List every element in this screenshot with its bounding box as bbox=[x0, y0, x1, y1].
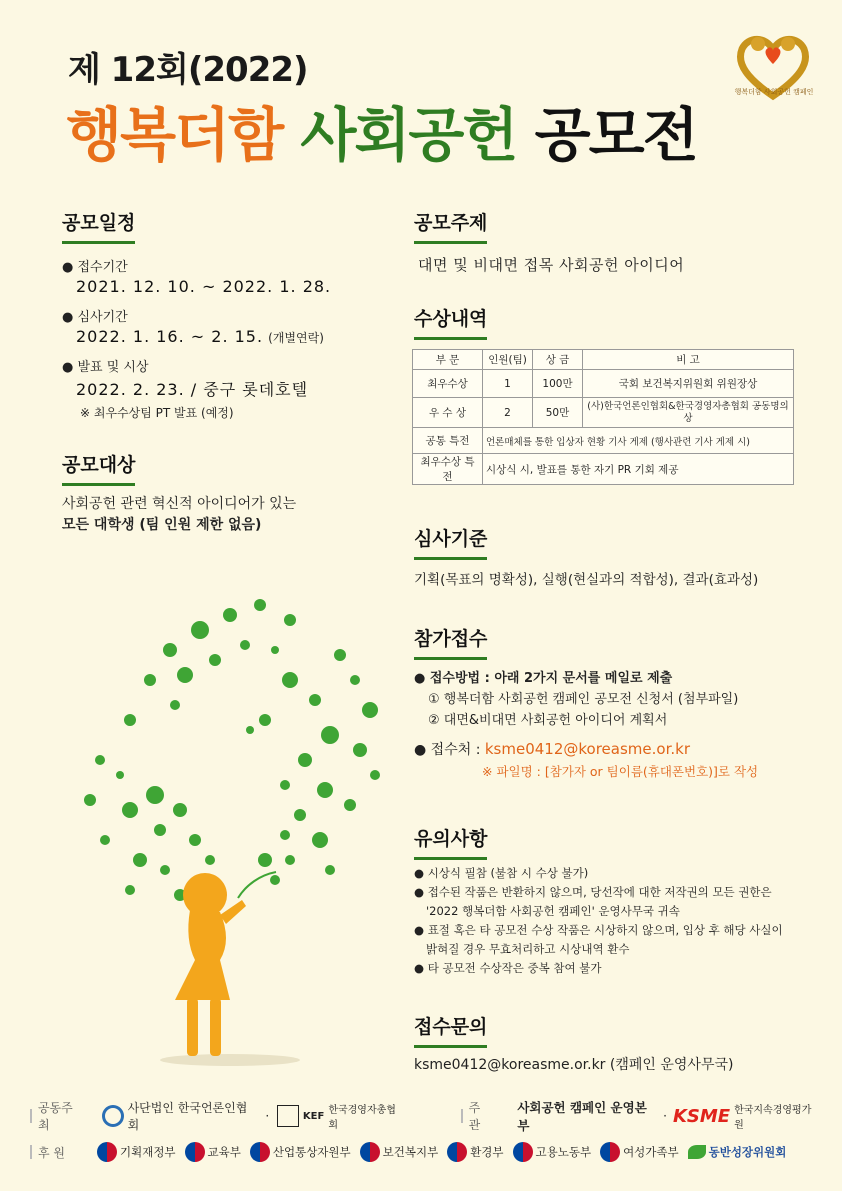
government-emblem-icon bbox=[513, 1142, 533, 1162]
notes-heading: 유의사항 bbox=[414, 824, 487, 860]
kef-abbr: KEF bbox=[302, 1110, 325, 1122]
co-host-2: 한국경영자총협회 bbox=[328, 1105, 396, 1131]
government-emblem-icon bbox=[600, 1142, 620, 1162]
schedule-item-label: ● 발표 및 시상 bbox=[62, 360, 149, 375]
divider bbox=[30, 1145, 32, 1159]
government-emblem-icon bbox=[250, 1142, 270, 1162]
logo-caption: 행복더함 사회공헌 캠페인 bbox=[734, 88, 814, 96]
divider bbox=[461, 1109, 463, 1123]
sponsor-item: 동반성장위원회 bbox=[688, 1144, 787, 1160]
document-item: ① 행복더함 사회공헌 캠페인 공모전 신청서 (첨부파일) bbox=[428, 692, 739, 707]
sponsor-item: 산업통상자원부 bbox=[250, 1142, 351, 1162]
email-link[interactable]: ksme0412@koreasme.or.kr bbox=[484, 740, 690, 758]
sponsor-item: 기획재정부 bbox=[97, 1142, 176, 1162]
sponsor-item: 교육부 bbox=[185, 1142, 241, 1162]
government-emblem-icon bbox=[97, 1142, 117, 1162]
shared-growth-logo-icon bbox=[688, 1145, 706, 1159]
title-part-2: 사회공헌 bbox=[300, 101, 517, 169]
schedule-item-value: 2022. 1. 16. ~ 2. 15. (개별연락) bbox=[76, 327, 324, 346]
page-title bbox=[66, 88, 697, 172]
method-label: ● 접수방법 : 아래 2가지 문서를 메일로 제출 bbox=[414, 671, 673, 686]
sponsor-item: 환경부 bbox=[447, 1142, 503, 1162]
column-header: 비 고 bbox=[583, 350, 794, 370]
separator-dot: · bbox=[265, 1109, 270, 1123]
awards-table bbox=[412, 349, 794, 485]
application-details bbox=[414, 668, 814, 782]
title-part-3: 공모전 bbox=[534, 101, 697, 169]
title-part-1: 행복더함 bbox=[66, 101, 283, 169]
sponsor-item: 보건복지부 bbox=[360, 1142, 439, 1162]
organizer: 사회공헌 캠페인 운영본부 bbox=[517, 1100, 647, 1133]
target-description: 사회공헌 관련 혁신적 아이디어가 있는 모든 대학생 (팀 인원 제한 없음) bbox=[62, 496, 297, 533]
table-row: 우 수 상 2 50만 (사)한국언론인협회&한국경영자총협회 공동명의상 bbox=[413, 398, 794, 428]
organizer-label: 주 관 bbox=[468, 1101, 481, 1132]
ksme-logo-icon: KSME bbox=[672, 1105, 731, 1127]
schedule-item-label: ● 심사기간 bbox=[62, 310, 128, 325]
table-row: 공통 특전 언론매체를 통한 입상자 현황 기사 게제 (행사관련 기사 게제 시) bbox=[413, 428, 794, 454]
theme-text: 대면 및 비대면 접목 사회공헌 아이디어 bbox=[418, 256, 685, 274]
edition-label: 제 12회(2022) bbox=[68, 50, 308, 90]
co-host-label: 공동주최 bbox=[37, 1101, 73, 1132]
list-item: ● 시상식 필참 (불참 시 수상 불가) bbox=[414, 866, 589, 880]
column-header: 부 문 bbox=[413, 350, 483, 370]
schedule-item-note: ※ 최우수상팀 PT 발표 (예정) bbox=[80, 406, 234, 420]
divider bbox=[30, 1109, 32, 1123]
document-item: ② 대면&비대면 사회공헌 아이디어 계획서 bbox=[428, 713, 668, 728]
government-emblem-icon bbox=[360, 1142, 380, 1162]
schedule-item-value: 2021. 12. 10. ~ 2022. 1. 28. bbox=[76, 277, 332, 296]
government-emblem-icon bbox=[185, 1142, 205, 1162]
table-row: 최우수상 특전 시상식 시, 발표를 통한 자기 PR 기회 제공 bbox=[413, 454, 794, 485]
target-heading: 공모대상 bbox=[62, 450, 135, 486]
criteria-text: 기획(목표의 명확성), 실행(현실과의 적합성), 결과(효과성) bbox=[414, 572, 759, 588]
notes-list bbox=[414, 864, 794, 978]
co-host-row bbox=[30, 1100, 820, 1133]
organizer-2: 한국지속경영평가원 bbox=[734, 1105, 812, 1131]
sponsor-item: 여성가족부 bbox=[600, 1142, 679, 1162]
column-header: 인원(팀) bbox=[483, 350, 533, 370]
separator-dot: · bbox=[663, 1109, 667, 1123]
government-emblem-icon bbox=[447, 1142, 467, 1162]
kef-logo-icon bbox=[277, 1105, 299, 1127]
inquiry-heading: 접수문의 bbox=[414, 1012, 487, 1048]
inquiry-text: ksme0412@koreasme.or.kr (캠페인 운영사무국) bbox=[414, 1057, 734, 1073]
co-host-1: 사단법인 한국언론인협회 bbox=[127, 1101, 248, 1132]
kjla-logo-icon bbox=[102, 1105, 124, 1127]
criteria-heading: 심사기준 bbox=[414, 524, 487, 560]
awards-heading: 수상내역 bbox=[414, 304, 487, 340]
sponsor-item: 고용노동부 bbox=[513, 1142, 592, 1162]
theme-heading: 공모주제 bbox=[414, 208, 487, 244]
list-item: ● 접수된 작품은 반환하지 않으며, 당선작에 대한 저작권의 모든 권한은 '2022 행복더함 사회공헌 캠페인' 운영사무국 귀속 bbox=[414, 885, 772, 918]
schedule-heading: 공모일정 bbox=[62, 208, 135, 244]
table-row: 최우수상 1 100만 국회 보건복지위원회 위원장상 bbox=[413, 370, 794, 398]
schedule-item-label: ● 접수기간 bbox=[62, 260, 128, 275]
sponsor-row bbox=[30, 1140, 820, 1164]
schedule-item-value: 2022. 2. 23. / 중구 롯데호텔 bbox=[76, 380, 309, 399]
application-heading: 참가접수 bbox=[414, 624, 487, 660]
table-header-row bbox=[413, 350, 794, 370]
list-item: ● 타 공모전 수상작은 중복 참여 불가 bbox=[414, 961, 602, 975]
schedule-list bbox=[62, 256, 392, 421]
email-line: ● 접수처 : ksme0412@koreasme.or.kr bbox=[414, 740, 690, 758]
sponsor-label: 후 원 bbox=[38, 1145, 65, 1160]
list-item: ● 표절 혹은 타 공모전 수상 작품은 시상하지 않으며, 입상 후 해당 사실이 밝혀질 경우 무효처리하고 시상내역 환수 bbox=[414, 923, 783, 956]
column-header: 상 금 bbox=[533, 350, 583, 370]
filename-note: ※ 파일명 : [참가자 or 팀이름(휴대폰번호)]로 작성 bbox=[482, 764, 759, 779]
leaf-globe-child-illustration bbox=[60, 560, 400, 1070]
